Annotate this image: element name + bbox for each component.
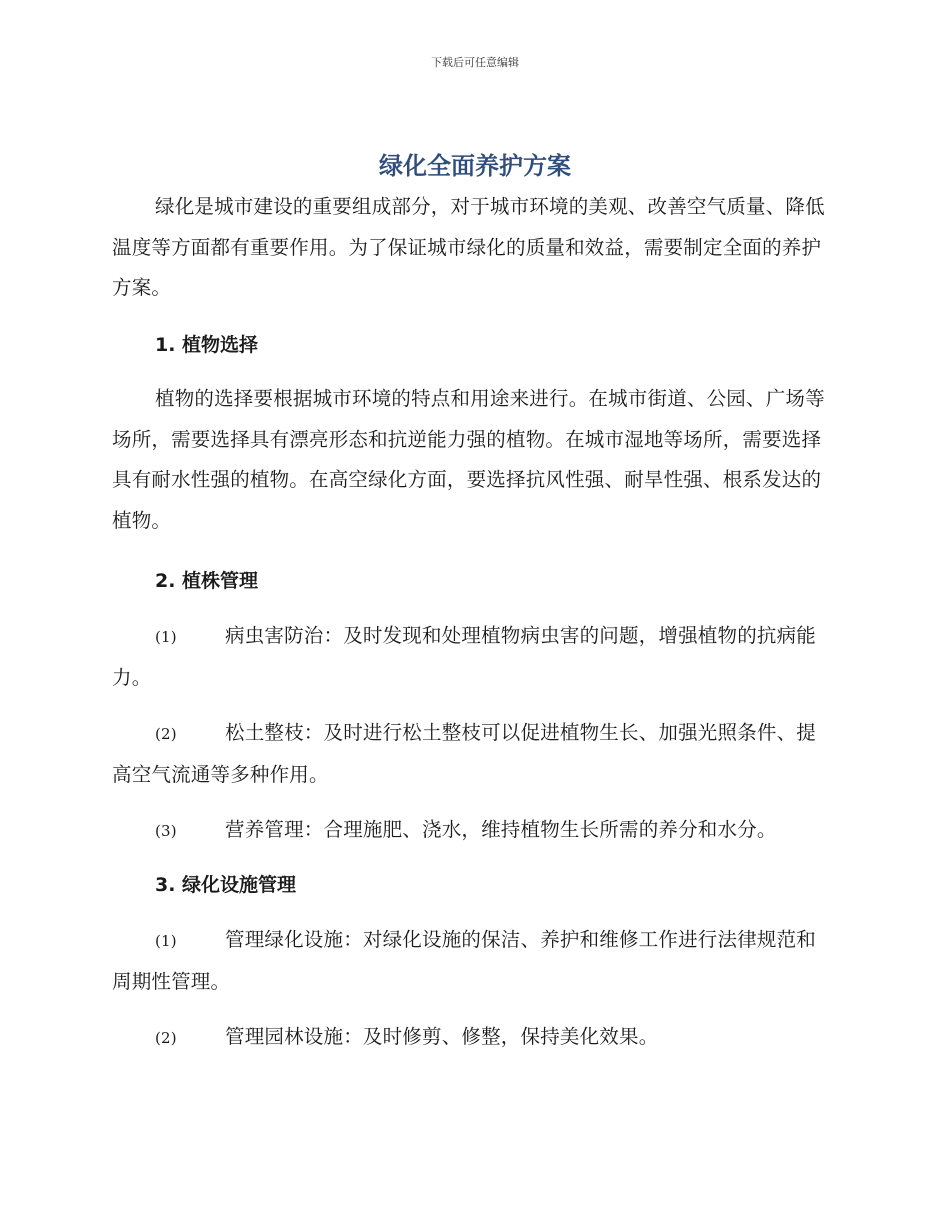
header-note: 下载后可任意编辑	[431, 56, 519, 69]
list-item-number: (2)	[155, 1029, 177, 1047]
list-item-text: 松土整枝：及时进行松土整枝可以促进植物生长、加强光照条件、提高空气流通等多种作用。	[112, 721, 817, 786]
list-item	[112, 810, 834, 852]
list-item-number: (1)	[155, 628, 177, 646]
document-title: 绿化全面养护方案	[379, 152, 571, 180]
section-heading-plant-selection: 1. 植物选择	[155, 334, 259, 356]
list-item	[112, 616, 834, 698]
list-item-number: (3)	[155, 822, 177, 840]
list-item-text: 管理绿化设施：对绿化设施的保洁、养护和维修工作进行法律规范和周期性管理。	[112, 928, 817, 993]
list-item	[112, 1017, 834, 1059]
list-item-text: 管理园林设施：及时修剪、修整，保持美化效果。	[225, 1025, 659, 1048]
section-heading-facility-management: 3. 绿化设施管理	[155, 874, 297, 896]
list-item	[112, 920, 834, 1002]
intro-paragraph: 绿化是城市建设的重要组成部分，对于城市环境的美观、改善空气质量、降低温度等方面都有重要作用。为了保证城市绿化的质量和效益，需要制定全面的养护方案。	[112, 195, 825, 299]
list-item-number: (1)	[155, 932, 177, 950]
list-item-number: (2)	[155, 725, 177, 743]
list-item	[112, 713, 834, 795]
plant-selection-paragraph: 植物的选择要根据城市环境的特点和用途来进行。在城市街道、公园、广场等场所，需要选择具有漂亮形态和抗逆能力强的植物。在城市湿地等场所，需要选择具有耐水性强的植物。在高空绿化方面，要选择抗风性强、耐旱性强、根系发达的植物。	[112, 387, 825, 532]
list-item-text: 病虫害防治：及时发现和处理植物病虫害的问题，增强植物的抗病能力。	[112, 624, 817, 689]
list-item-text: 营养管理：合理施肥、浇水，维持植物生长所需的养分和水分。	[225, 818, 777, 841]
section-heading-plant-management: 2. 植株管理	[155, 570, 259, 592]
